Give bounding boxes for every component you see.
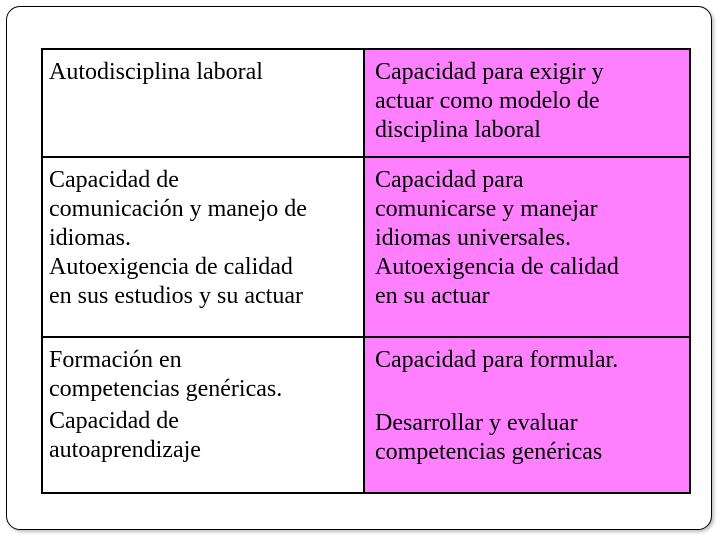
competencies-table (41, 48, 691, 494)
table-cell (43, 338, 365, 492)
cell-text: Capacidad para (375, 167, 524, 193)
cell-text: competencias genéricas. (49, 376, 283, 402)
cell-text: en sus estudios y su actuar (49, 283, 303, 309)
cell-text: comunicación y manejo de (49, 196, 307, 222)
cell-text: Capacidad de (49, 167, 179, 193)
cell-text: Desarrollar y evaluar (375, 410, 578, 436)
cell-text: Capacidad para formular. (375, 347, 619, 373)
table-cell (43, 158, 365, 338)
cell-text: idiomas. (49, 225, 131, 251)
cell-text: Autoexigencia de calidad (375, 254, 619, 280)
cell-text: Capacidad de (49, 408, 179, 434)
table-cell (365, 50, 689, 158)
table-cell (365, 338, 689, 492)
cell-text: actuar como modelo de (375, 88, 600, 114)
cell-text: Formación en (49, 347, 182, 373)
cell-spacer (375, 375, 683, 392)
cell-text: disciplina laboral (375, 117, 541, 143)
cell-spacer (375, 392, 683, 409)
cell-text: idiomas universales. (375, 225, 571, 251)
cell-text: en su actuar (375, 283, 490, 309)
cell-text: competencias genéricas (375, 439, 603, 465)
table-cell (365, 158, 689, 338)
cell-text: comunicarse y manejar (375, 196, 598, 222)
cell-text: Autodisciplina laboral (49, 59, 263, 85)
table-cell (43, 50, 365, 158)
cell-text: Autoexigencia de calidad (49, 254, 293, 280)
cell-text: autoaprendizaje (49, 437, 201, 463)
cell-text: Capacidad para exigir y (375, 59, 604, 85)
